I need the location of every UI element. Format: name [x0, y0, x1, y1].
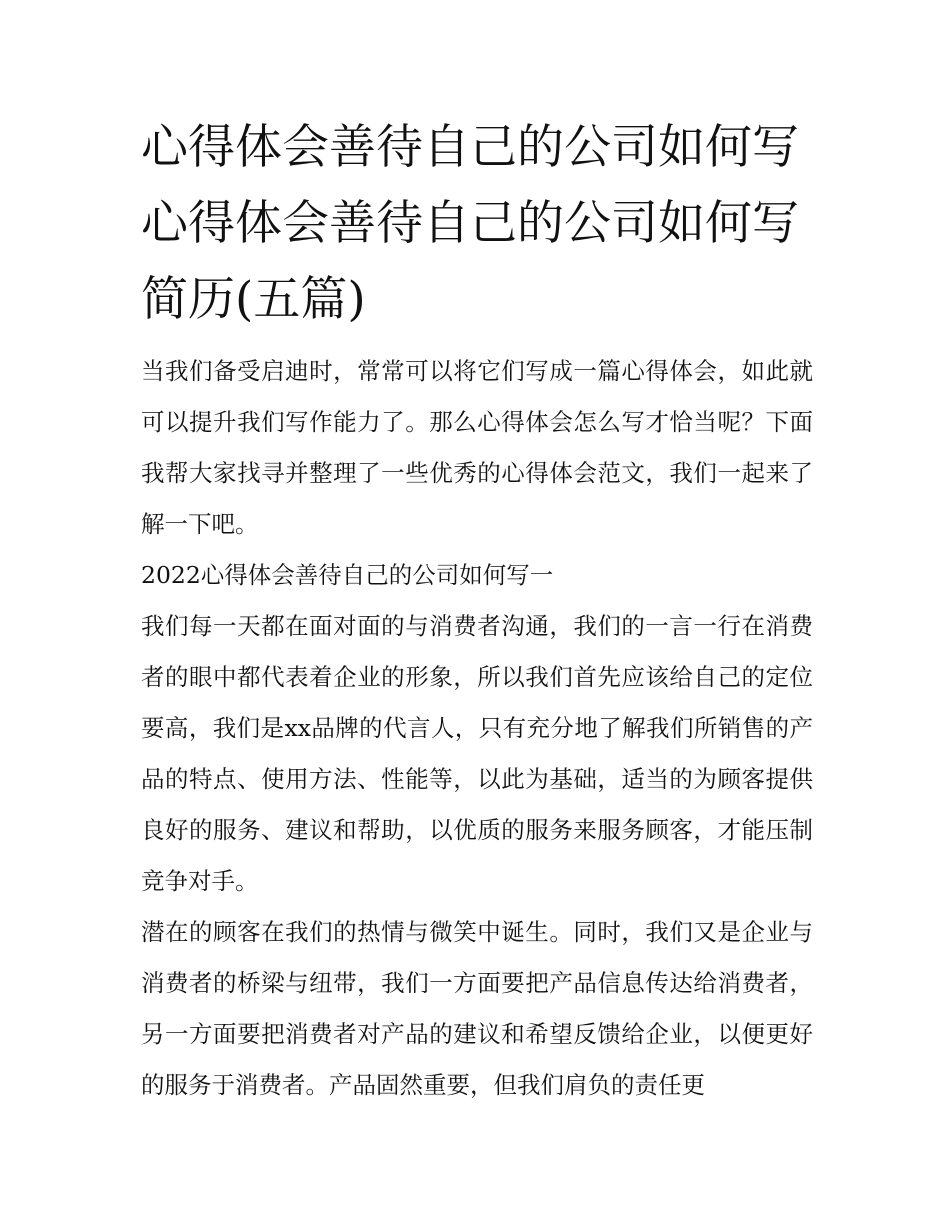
document-page — [141, 110, 813, 1111]
document-title: 心得体会善待自己的公司如何写 心得体会善待自己的公司如何写简历(五篇) — [141, 120, 799, 327]
document-body — [141, 346, 813, 1111]
body-paragraph: 我们每一天都在面对面的与消费者沟通，我们的一言一行在消费者的眼中都代表着企业的形象，所以我们首先应该给自己的定位要高，我们是xx品牌的代言人，只有充分地了解我们所销售的产品的特点、使用方法、性能等，以此为基础，适当的为顾客提供良好的服务、建议和帮助，以优质的服务来服务顾客，才能压制竞争对手。 — [141, 612, 813, 895]
section-heading: 2022心得体会善待自己的公司如何写一 — [141, 561, 554, 589]
intro-paragraph: 当我们备受启迪时，常常可以将它们写成一篇心得体会，如此就可以提升我们写作能力了。那么心得体会怎么写才恰当呢？下面我帮大家找寻并整理了一些优秀的心得体会范文，我们一起来了解一下吧。 — [141, 357, 813, 538]
body-paragraph: 潜在的顾客在我们的热情与微笑中诞生。同时，我们又是企业与消费者的桥梁与纽带，我们一方面要把产品信息传达给消费者，另一方面要把消费者对产品的建议和希望反馈给企业，以便更好的服务于消费者。产品固然重要，但我们肩负的责任更 — [141, 918, 813, 1099]
